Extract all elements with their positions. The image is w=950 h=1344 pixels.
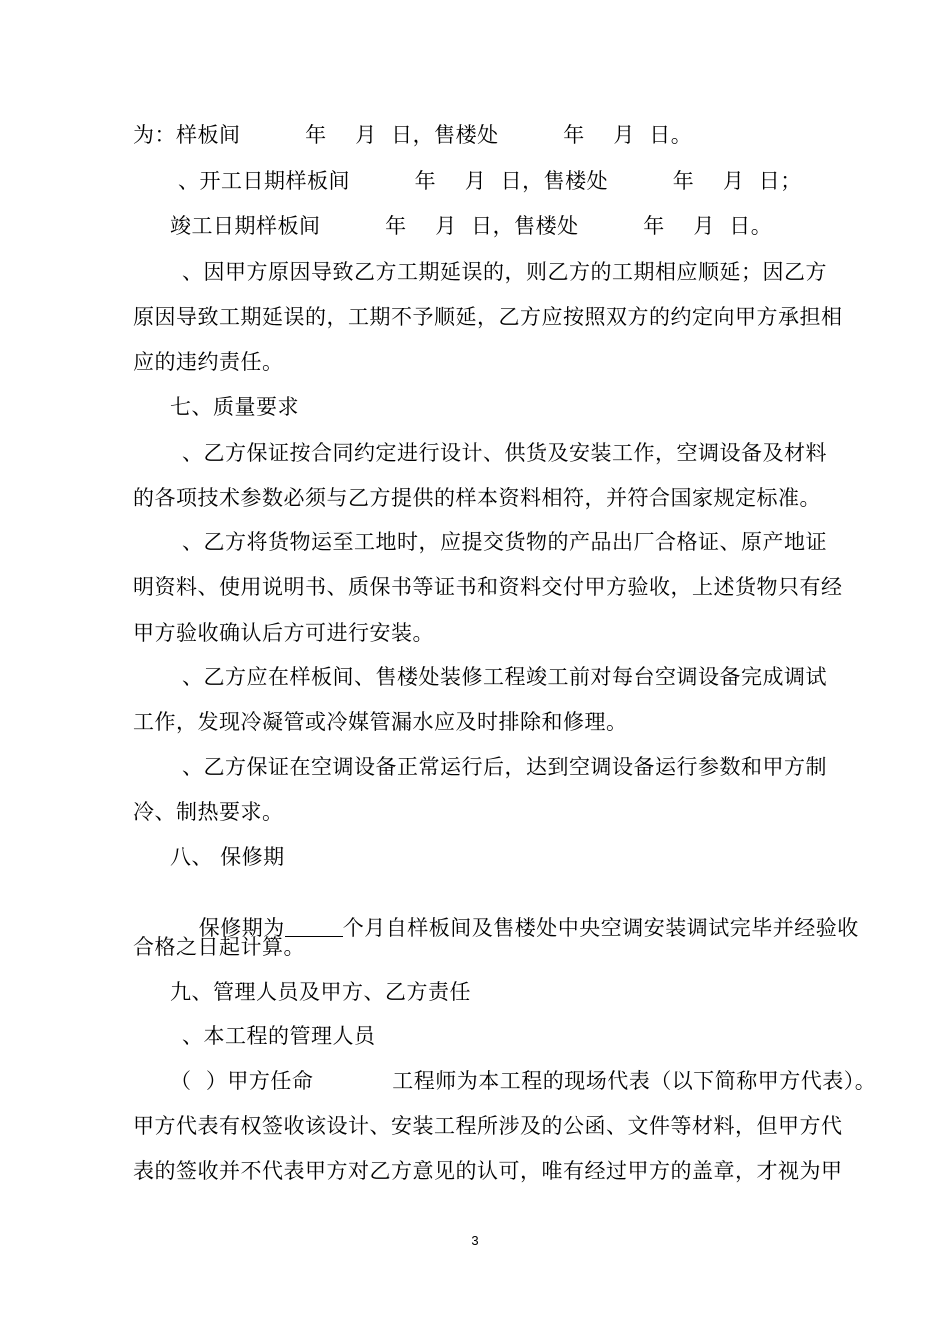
- text-line-18: 合格之日起计算。: [133, 935, 305, 959]
- text-line-15: 、乙方保证在空调设备正常运行后，达到空调设备运行参数和甲方制: [182, 755, 827, 779]
- text-line-22: 甲方代表有权签收该设计、安装工程所涉及的公函、文件等材料，但甲方代: [133, 1114, 843, 1138]
- text-line-13: 、乙方应在样板间、售楼处装修工程竣工前对每台空调设备完成调试: [182, 665, 827, 689]
- text-line-2: 、开工日期样板间 年 月 日，售楼处 年 月 日；: [178, 169, 802, 193]
- text-line-23: 表的签收并不代表甲方对乙方意见的认可，唯有经过甲方的盖章，才视为甲: [133, 1159, 843, 1183]
- text-line-10: 、乙方将货物运至工地时，应提交货物的产品出厂合格证、原产地证: [182, 530, 827, 554]
- section-heading-management: 九、管理人员及甲方、乙方责任: [170, 980, 471, 1004]
- text-line-5: 原因导致工期延误的，工期不予顺延，乙方应按照双方的约定向甲方承担相: [133, 305, 843, 329]
- text-line-3: 竣工日期样板间 年 月 日，售楼处 年 月 日。: [170, 214, 773, 238]
- section-heading-warranty: 八、 保修期: [170, 845, 285, 869]
- text-line-4: 、因甲方原因导致乙方工期延误的，则乙方的工期相应顺延；因乙方: [182, 260, 827, 284]
- text-line-16: 冷、制热要求。: [133, 800, 284, 824]
- text-line-11: 明资料、使用说明书、质保书等证书和资料交付甲方验收，上述货物只有经: [133, 575, 843, 599]
- text-line-9: 的各项技术参数必须与乙方提供的样本资料相符，并符合国家规定标准。: [133, 486, 821, 510]
- warranty-prefix: 保修期为: [198, 916, 285, 940]
- section-heading-quality: 七、质量要求: [170, 395, 299, 419]
- text-line-14: 工作，发现冷凝管或冷媒管漏水应及时排除和修理。: [133, 710, 628, 734]
- text-line-8: 、乙方保证按合同约定进行设计、供货及安装工作，空调设备及材料: [182, 441, 827, 465]
- text-line-12: 甲方验收确认后方可进行安装。: [133, 621, 434, 645]
- text-line-20: 、本工程的管理人员: [182, 1024, 376, 1048]
- text-line-6: 应的违约责任。: [133, 350, 284, 374]
- text-line-1: 为：样板间 年 月 日，售楼处 年 月 日。: [133, 123, 693, 147]
- text-line-21: （ ）甲方任命 工程师为本工程的现场代表（以下简称甲方代表）。: [170, 1069, 877, 1093]
- warranty-suffix: 个月自样板间及售楼处中央空调安装调试完毕并经验收: [342, 916, 859, 940]
- page-number: 3: [471, 1233, 479, 1248]
